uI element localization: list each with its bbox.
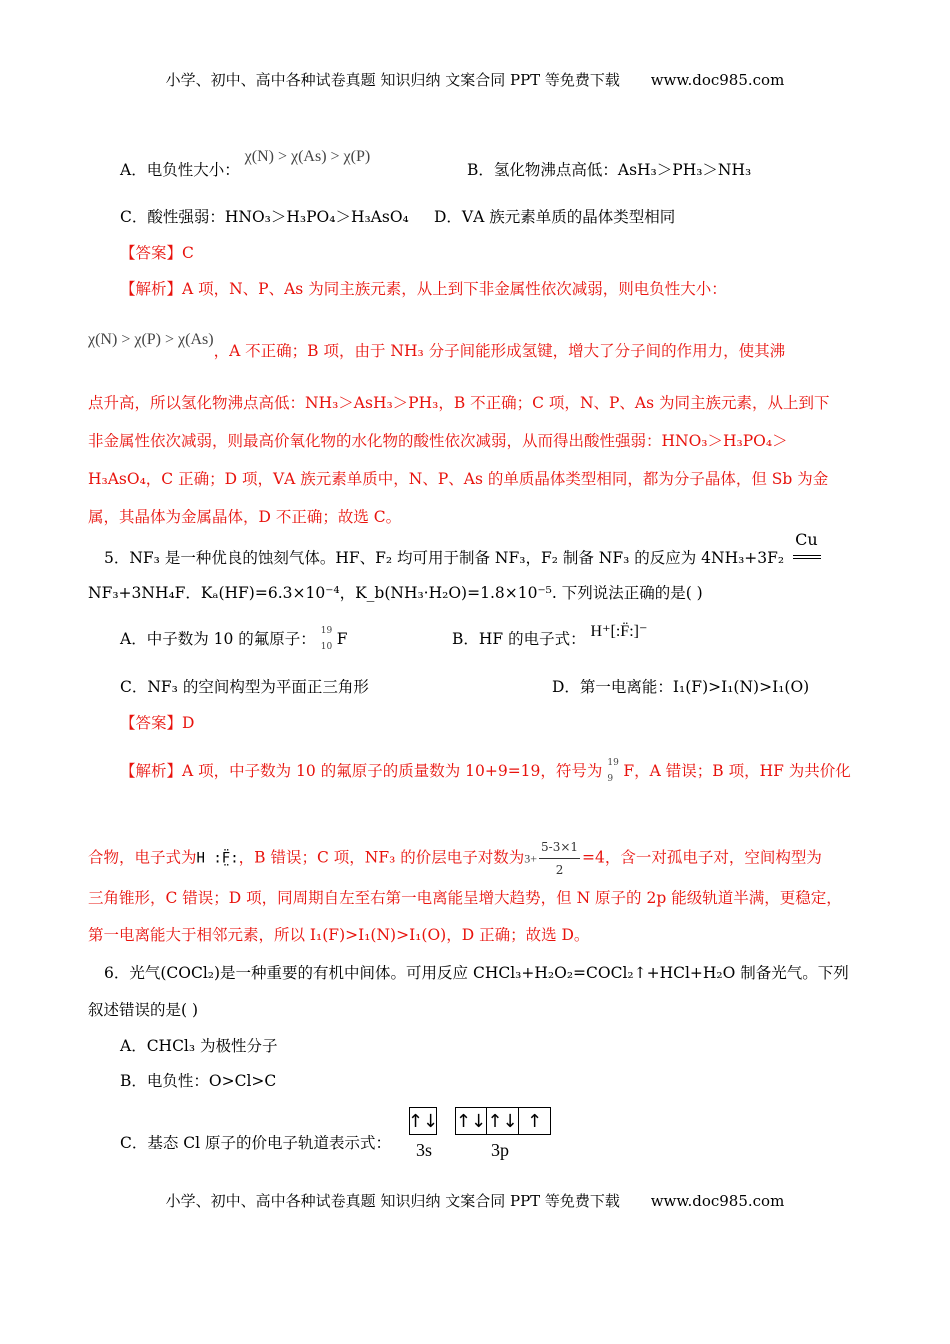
reaction-condition: [789, 530, 825, 565]
catalyst-label: Cu: [795, 530, 818, 549]
q5-analysis-line-2-tail: =4，含一对孤电子对，空间构型为: [582, 848, 822, 867]
orbital-3p-label: 3p: [491, 1140, 509, 1160]
q5-stem-line-1: [104, 530, 825, 569]
q6-option-b: B．电负性：O>Cl>C: [120, 1072, 277, 1090]
fraction: [539, 836, 580, 881]
q4-analysis-line-6: 属，其晶体为金属晶体，D 不正确；故选 C。: [88, 508, 402, 526]
isotope-notation: [607, 758, 623, 784]
q4-option-d: D．ⅤA 族元素单质的晶体类型相同: [434, 208, 676, 226]
q5-analysis-line-2: [88, 836, 822, 881]
electron-formula: H⁺[:F̈:]⁻: [590, 623, 648, 640]
q6-stem-line-2: 叙述错误的是( ): [88, 1001, 199, 1019]
q5-analysis-line-1-text: 【解析】A 项，中子数为 10 的氟原子的质量数为 10+9=19，符号为: [120, 762, 603, 780]
mass-number: 19: [607, 758, 619, 768]
q6-stem-line-1: 6．光气(COCl₂)是一种重要的有机中间体。可用反应 CHCl₃+H₂O₂=COCl₂↑+HCl+H₂O 制备光气。下列: [104, 964, 849, 982]
q5-option-a-label: A．中子数为 10 的氟原子：: [120, 630, 316, 648]
footer-text: 小学、初中、高中各种试卷真题 知识归纳 文案合同 PPT 等免费下载: [165, 1192, 620, 1210]
q5-analysis-line-2-mid: ，B 错误；C 项，NF₃ 的价层电子对数为: [238, 848, 525, 867]
q5-option-d: D．第一电离能：I₁(F)>I₁(N)>I₁(O): [552, 678, 810, 696]
orbital-box: ↑↓: [455, 1107, 487, 1135]
q4-analysis-line-2-text: ，A 不正确；B 项，由于 NH₃ 分子间能形成氢键，增大了分子间的作用力，使其沸: [213, 342, 786, 360]
q5-analysis-line-1: [120, 760, 851, 782]
q4-option-b: B．氢化物沸点高低：AsH₃＞PH₃＞NH₃: [467, 161, 752, 179]
isotope-notation: [320, 626, 337, 652]
orbital-3s: [409, 1107, 437, 1135]
mass-number: 19: [320, 626, 333, 636]
q5-option-b: [452, 623, 648, 651]
q5-answer: 【答案】D: [120, 714, 195, 732]
fraction-prefix: 3+: [524, 851, 538, 866]
header-url[interactable]: www.doc985.com: [650, 71, 785, 89]
q6-option-a: A．CHCl₃ 为极性分子: [120, 1037, 278, 1055]
q5-option-c: C．NF₃ 的空间构型为平面正三角形: [120, 678, 369, 696]
header-text: 小学、初中、高中各种试卷真题 知识归纳 文案合同 PPT 等免费下载: [165, 71, 620, 89]
q5-analysis-line-3: 三角锥形，C 错误；D 项，同周期自左至右第一电离能呈增大趋势，但 N 原子的 2p 能级轨道半满，更稳定，: [88, 889, 842, 907]
q5-analysis-line-4: 第一电离能大于相邻元素，所以 I₁(F)>I₁(N)>I₁(O)，D 正确；故选 D。: [88, 926, 590, 944]
q5-stem-text: 5．NF₃ 是一种优良的蚀刻气体。HF、F₂ 均可用于制备 NF₃，F₂ 制备 NF₃ 的反应为 4NH₃+3F₂: [104, 549, 785, 567]
q5-analysis-line-1-tail: ，A 错误；B 项，HF 为共价化: [634, 762, 851, 780]
q4-analysis-line-1: 【解析】A 项，N、P、As 为同主族元素，从上到下非金属性依次减弱，则电负性大小：: [120, 280, 727, 298]
orbital-box: ↑↓: [487, 1107, 519, 1135]
q4-option-a-label: A．电负性大小：: [120, 161, 240, 179]
q5-option-a: [120, 628, 347, 650]
orbital-3p: [455, 1107, 551, 1135]
electron-formula: H :F̤̈:: [196, 850, 239, 867]
page-header: [0, 69, 950, 90]
orbital-3s-label: 3s: [416, 1140, 433, 1160]
q4-analysis-line-2: [88, 331, 786, 363]
element-symbol: F: [623, 762, 635, 780]
atomic-number: 10: [320, 642, 333, 652]
fraction-numerator: 5-3×1: [539, 836, 580, 859]
q6-option-c: C．基态 Cl 原子的价电子轨道表示式：: [120, 1134, 392, 1152]
footer-url[interactable]: www.doc985.com: [650, 1192, 785, 1210]
q4-analysis-line-5: H₃AsO₄，C 正确；D 项，ⅤA 族元素单质中，N、P、As 的单质晶体类型相同，都为分子晶体，但 Sb 为金: [88, 470, 829, 488]
q4-option-c: C．酸性强弱：HNO₃＞H₃PO₄＞H₃AsO₄: [120, 208, 409, 226]
q4-option-a-math: χ(N) > χ(As) > χ(P): [244, 148, 371, 165]
q4-analysis-math: χ(N) > χ(P) > χ(As): [88, 331, 214, 348]
q4-option-a: [120, 148, 371, 182]
q4-analysis-line-4: 非金属性依次减弱，则最高价氧化物的水化物的酸性依次减弱，从而得出酸性强弱：HNO₃＞H₃PO₄＞: [88, 432, 788, 450]
atomic-number: 9: [607, 774, 614, 784]
fraction-denominator: 2: [555, 863, 564, 877]
q5-stem-line-2: NF₃+3NH₄F．Kₐ(HF)=6.3×10⁻⁴，K_b(NH₃·H₂O)=1.8×10⁻⁵. 下列说法正确的是( ): [88, 584, 703, 602]
q4-answer: 【答案】C: [120, 244, 194, 262]
q5-analysis-line-2-text: 合物，电子式为: [88, 848, 197, 867]
element-symbol: F: [336, 630, 348, 648]
q4-analysis-line-3: 点升高，所以氢化物沸点高低：NH₃＞AsH₃＞PH₃，B 不正确；C 项，N、P、As 为同主族元素，从上到下: [88, 394, 830, 412]
page-footer: [0, 1190, 950, 1211]
orbital-box: ↑: [519, 1107, 551, 1135]
q5-option-b-label: B．HF 的电子式：: [452, 630, 586, 648]
orbital-box: ↑↓: [409, 1107, 437, 1135]
